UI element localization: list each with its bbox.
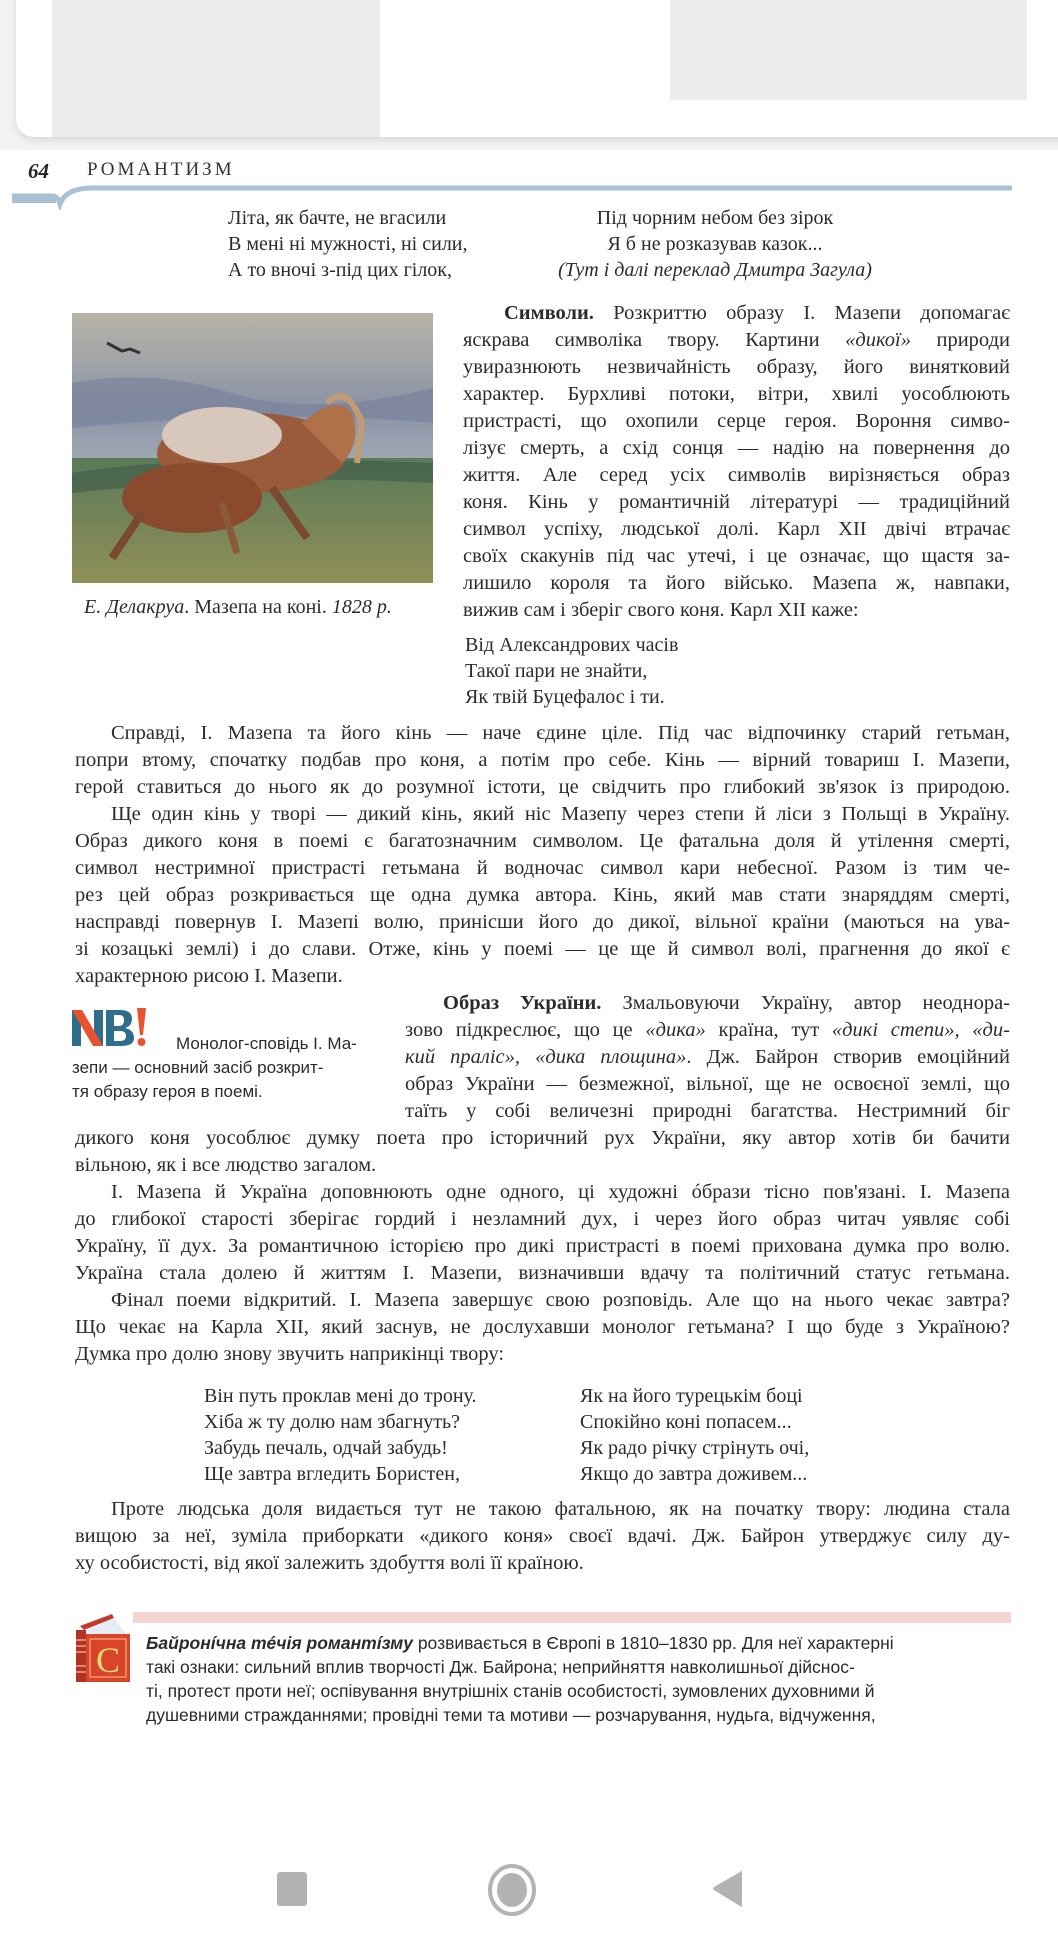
text-line: Проте людська доля видається тут не такою фатальною, як на початку твору: людина стала: [111, 1498, 1010, 1520]
poem-line: Хіба ж ту долю нам збагнуть?: [204, 1411, 461, 1433]
recents-square-icon[interactable]: [277, 1872, 307, 1906]
ukraine-heading: Образ України.: [443, 992, 602, 1014]
text-line: символ успіху, людської долі. Карл XII двічі втрачає: [463, 518, 1010, 540]
text-line: Символи. Розкриттю образу І. Мазепи допомагає: [504, 302, 1010, 324]
text-line: Фінал поеми відкритий. І. Мазепа завершує свою розповідь. Але що на нього чекає завтра?: [111, 1289, 1010, 1311]
delacroix-painting: [72, 313, 433, 583]
poem-top-left: [228, 205, 468, 283]
poem-line: Забудь печаль, одчай забудь!: [204, 1437, 448, 1459]
poem-line: Спокійно коні попасем...: [580, 1411, 792, 1433]
poem-end-left: [204, 1383, 477, 1487]
text-line: попри втому, спочатку подбав про коня, а потім про себе. Кінь — вірний товариш І. Мазепи,: [75, 749, 1010, 771]
text-line: вищою за неї, зуміла приборкати «дикого коня» своєї вдачі. Дж. Байрон утверджує силу ду-: [75, 1525, 1010, 1547]
text-line: зі козацькі землі) і до слави. Отже, кінь у поемі — це ще й символ волі, прагнення до якої є: [75, 938, 1010, 960]
poem-line: Як твій Буцефалос і ти.: [465, 686, 665, 708]
caption-title: . Мазепа на коні.: [184, 596, 332, 618]
definition-line: такі ознаки: сильний вплив творчості Дж. Байрона; неприйняття навколишньої дійснос-: [146, 1657, 855, 1677]
book-icon: [72, 1612, 134, 1684]
poem-line: Як радо річку стрінуть очі,: [580, 1437, 810, 1459]
nb-note-line: тя образу героя в поемі.: [72, 1082, 263, 1101]
text-line: вільною, як і все людство загалом.: [75, 1154, 377, 1176]
poem-line: Як на його турецькім боці: [580, 1385, 803, 1407]
poem-line: Він путь проклав мені до трону.: [204, 1385, 477, 1407]
text-line: Думка про долю знову звучить наприкінці твору:: [75, 1343, 505, 1365]
painting-caption: [84, 596, 392, 619]
text-line: зово підкреслює, що це «дика» країна, тут «дикі степи», «ди-: [405, 1019, 1011, 1041]
image-placeholder-left: [52, 0, 380, 137]
poem-line: Ще завтра вгледить Бористен,: [204, 1463, 460, 1485]
poem-top-right: [545, 205, 885, 283]
translator-note: (Тут і далі переклад Дмитра Загула): [558, 259, 872, 281]
text-line: вижив сам і зберіг свого коня. Карл XII каже:: [463, 599, 859, 621]
text-line: герой ставиться до нього як до розумної істоти, це свідчить про глибокий зв'язок із природою.: [75, 776, 1010, 798]
caption-year: 1828 р.: [331, 596, 392, 618]
poem-line: Під чорним небом без зірок: [596, 207, 834, 229]
painting-image: [72, 313, 433, 583]
nb-logo-icon: [72, 1008, 152, 1048]
poem-line: Літа, як бачте, не вгасили: [228, 207, 447, 229]
poem-karl: [465, 632, 678, 710]
svg-text:С: С: [95, 1640, 121, 1680]
text-line: рез цей образ розкривається ще одна думка автора. Кінь, який мав стати знаряддям смерті,: [75, 884, 1010, 906]
caption-author: Е. Делакруа: [84, 596, 185, 618]
page-header: [0, 150, 1058, 210]
definition-line: Байронíчна тéчія романтíзму розвивається в Європі в 1810–1830 рр. Для неї характерні: [146, 1633, 894, 1653]
text-line: Україну, її дух. За романтичною історією про дикі пристрасті в поемі прихована думка про волю.: [75, 1235, 1010, 1257]
home-circle-icon[interactable]: [488, 1864, 536, 1916]
text-line: лізує смерть, а схід сонця — надію на повернення до: [463, 437, 1010, 459]
text-line: Образ України. Змальовуючи Україну, автор неоднора-: [443, 992, 1011, 1014]
text-line: Образ дикого коня в поемі є багатозначним символом. Це фатальна доля й утілення смерті,: [75, 830, 1010, 852]
poem-line: В мені ні мужності, ні сили,: [228, 233, 468, 255]
text-line: коня. Кінь у романтичній літературі — традиційний: [463, 491, 1010, 513]
image-placeholder-right: [670, 0, 1027, 100]
back-triangle-icon[interactable]: [712, 1870, 744, 1908]
header-rule: [0, 180, 1058, 210]
poem-line: Якщо до завтра доживем...: [580, 1463, 808, 1485]
definition-line: душевними стражданнями; провідні теми та мотиви — розчарування, нудьга, відчуження,: [146, 1705, 876, 1725]
navigation-bar: [0, 1840, 1058, 1940]
text-line: лишило короля та його військо. Мазепа ж, навпаки,: [463, 572, 1010, 594]
previous-page-card[interactable]: [16, 0, 1058, 137]
section-title: РОМАНТИЗМ: [87, 159, 235, 180]
text-line: ху особистості, від якої залежить здобуття волі її країною.: [75, 1552, 584, 1574]
text-line: увиразнюють незвичайність образу, його винятковий: [463, 356, 1010, 378]
previous-page-area: [0, 0, 1058, 160]
nb-note-line: зепи — основний засіб розкрит-: [72, 1058, 324, 1077]
text-line: символ нестримної пристрасті гетьмана й водночас символ кари небесної. Разом із тим че-: [75, 857, 1010, 879]
definition-term: Байронíчна тéчія романтíзму: [146, 1633, 413, 1653]
poem-line: Такої пари не знайти,: [465, 660, 648, 682]
poem-line: А то вночі з-під цих гілок,: [228, 259, 453, 281]
definition-bar: [133, 1612, 1011, 1623]
nb-note-line: Монолог-сповідь І. Ма-: [176, 1034, 357, 1053]
text-line: насправді повернув І. Мазепі волю, принісши його до дикої, вільної країни (маються на ува-: [75, 911, 1010, 933]
poem-line: Від Александрових часів: [465, 634, 679, 656]
text-line: таїть у собі величезні природні багатства. Нестримний біг: [405, 1100, 1010, 1122]
text-line: І. Мазепа й Україна доповнюють одне одного, ці художні óбрази тісно пов'язані. І. Мазепа: [111, 1181, 1010, 1203]
text-line: пристрасті, що охопили серце героя. Вороння симво-: [463, 410, 1010, 432]
definition-line: ті, протест проти неї; оспівування внутрішніх станів особистості, зумовлених духовними й: [146, 1681, 875, 1701]
text-line: Ще один кінь у творі — дикий кінь, який ніс Мазепу через степи й ліси з Польщі в Україну.: [111, 803, 1010, 825]
text-line: дикого коня уособлює думку поета про історичний рух України, яку автор хотів би бачити: [75, 1127, 1010, 1149]
text-line: образ України — безмежної, вільної, ще не освоєної землі, що: [405, 1073, 1010, 1095]
text-line: Україна стала долею й життям І. Мазепи, визначивши вдачу та політичний статус гетьмана.: [75, 1262, 1010, 1284]
text-line: життя. Але серед усіх символів вирізняється образ: [463, 464, 1010, 486]
poem-end-right: [580, 1383, 809, 1487]
text-line: своїх скакунів під час утечі, і це означає, що щастя за-: [463, 545, 1010, 567]
text-line: характерною рисою І. Мазепи.: [75, 965, 343, 987]
text-line: яскрава символіка твору. Картини «дикої» природи: [463, 329, 1010, 351]
text-line: кий праліс», «дика площина». Дж. Байрон створив емоційний: [405, 1046, 1010, 1068]
text-line: Що чекає на Карла XII, який заснув, не дослухавши монолог гетьмана? І що буде з Україною?: [75, 1316, 1010, 1338]
text-line: до глибокої старості зберігає гордий і незламний дух, і через його образ читач уявляє собі: [75, 1208, 1010, 1230]
page-number: 64: [28, 159, 49, 183]
text-line: характер. Бурхливі потоки, вітри, хвилі уособлюють: [463, 383, 1010, 405]
text-line: Справді, І. Мазепа та його кінь — наче єдине ціле. Під час відпочинку старий гетьман,: [111, 722, 1010, 744]
symbols-heading: Символи.: [504, 302, 594, 324]
poem-line: Я б не розказував казок...: [607, 233, 823, 255]
